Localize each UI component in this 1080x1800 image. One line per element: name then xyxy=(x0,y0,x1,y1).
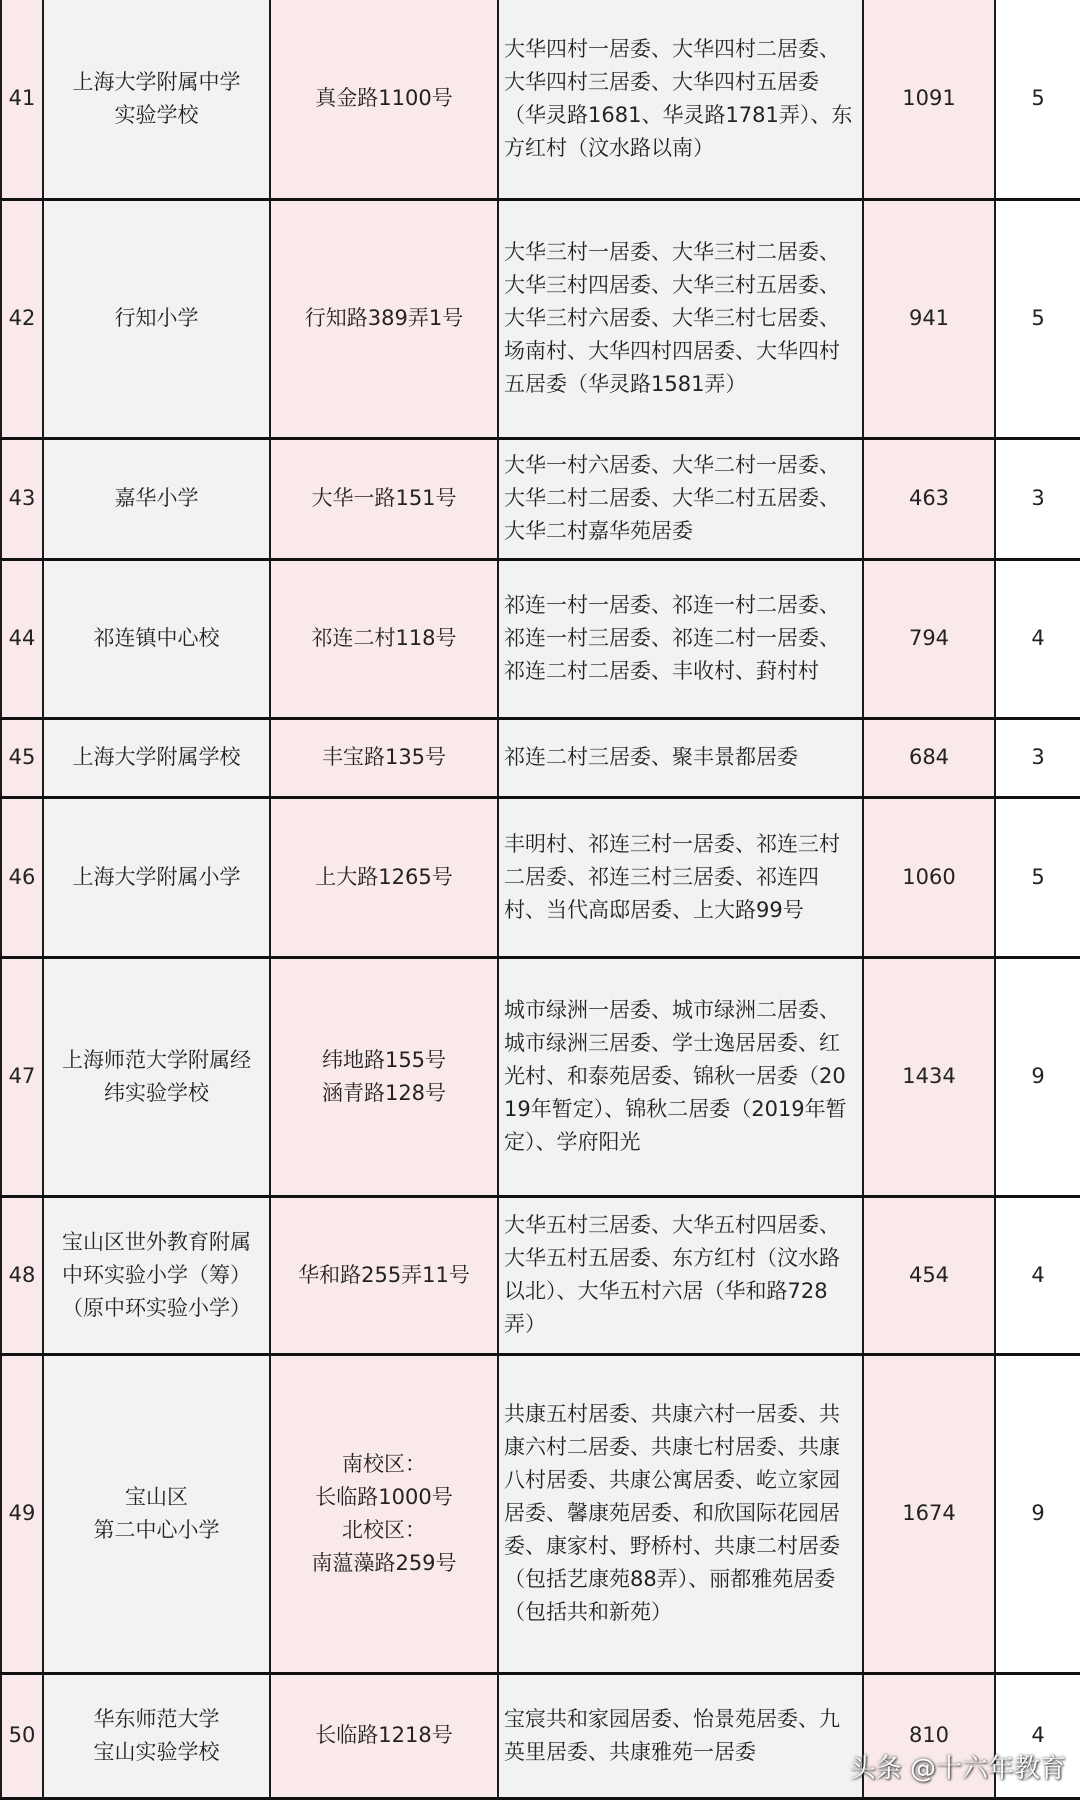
table-row xyxy=(1,559,1080,718)
table-row xyxy=(1,0,1080,199)
table-row xyxy=(1,1354,1080,1673)
student-count: 1060 xyxy=(863,797,995,957)
school-name-line: 中环实验小学（筹） xyxy=(62,1262,251,1287)
school-name-line: 宝山区世外教育附属 xyxy=(62,1229,251,1254)
school-name-line: 实验学校 xyxy=(114,102,199,127)
school-name xyxy=(43,797,270,957)
school-address xyxy=(270,1196,498,1354)
student-count: 684 xyxy=(863,718,995,797)
school-name xyxy=(43,957,270,1196)
row-number: 47 xyxy=(1,957,43,1196)
class-count: 5 xyxy=(995,0,1080,199)
table-row xyxy=(1,1196,1080,1354)
row-number: 44 xyxy=(1,559,43,718)
table-row xyxy=(1,797,1080,957)
school-name-line: 祁连镇中心校 xyxy=(93,626,220,650)
school-name-line: 上海大学附属学校 xyxy=(72,745,241,769)
enrollment-area: 祁连一村一居委、祁连一村二居委、祁连一村三居委、祁连二村一居委、祁连二村二居委、丰收村、葑村村 xyxy=(498,559,863,718)
school-name-line: 上海师范大学附属经 xyxy=(62,1047,251,1072)
row-number: 49 xyxy=(1,1354,43,1673)
school-address xyxy=(270,957,498,1196)
school-name-line: 嘉华小学 xyxy=(114,486,199,510)
school-address xyxy=(270,199,498,438)
class-count: 4 xyxy=(995,1673,1080,1798)
row-number: 41 xyxy=(1,0,43,199)
table-row xyxy=(1,957,1080,1196)
row-number: 45 xyxy=(1,718,43,797)
school-name-line: 华东师范大学 xyxy=(93,1706,220,1731)
enrollment-area: 宝宸共和家园居委、怡景苑居委、九英里居委、共康雅苑一居委 xyxy=(498,1673,863,1798)
enrollment-area: 共康五村居委、共康六村一居委、共康六村二居委、共康七村居委、共康八村居委、共康公寓居委、屹立家园居委、馨康苑居委、和欣国际花园居委、康家村、野桥村、共康二村居委（包括艺康苑88弄）、丽都雅苑居委（包括共和新苑） xyxy=(498,1354,863,1673)
school-address-line: 北校区： xyxy=(342,1517,426,1542)
table-row xyxy=(1,438,1080,559)
student-count: 1434 xyxy=(863,957,995,1196)
student-count: 1091 xyxy=(863,0,995,199)
school-name-line: 宝山区 xyxy=(125,1484,188,1509)
school-name-line: 纬实验学校 xyxy=(104,1080,209,1105)
enrollment-area: 大华四村一居委、大华四村二居委、大华四村三居委、大华四村五居委（华灵路1681、华灵路1781弄）、东方红村（汶水路以南） xyxy=(498,0,863,199)
school-address xyxy=(270,0,498,199)
watermark: 头条 @十六年教育 xyxy=(849,1754,1066,1784)
student-count: 463 xyxy=(863,438,995,559)
school-address xyxy=(270,559,498,718)
class-count: 9 xyxy=(995,1354,1080,1673)
school-address-line: 丰宝路135号 xyxy=(321,745,447,769)
school-address-line: 纬地路155号 xyxy=(321,1047,447,1072)
school-address-line: 涵青路128号 xyxy=(321,1080,447,1105)
class-count: 9 xyxy=(995,957,1080,1196)
school-name xyxy=(43,1673,270,1798)
class-count: 4 xyxy=(995,559,1080,718)
school-name-line: 宝山实验学校 xyxy=(93,1739,220,1764)
school-name xyxy=(43,1354,270,1673)
student-count: 941 xyxy=(863,199,995,438)
school-address-line: 南蕰藻路259号 xyxy=(311,1550,457,1575)
class-count: 4 xyxy=(995,1196,1080,1354)
row-number: 48 xyxy=(1,1196,43,1354)
school-name xyxy=(43,0,270,199)
row-number: 46 xyxy=(1,797,43,957)
row-number: 42 xyxy=(1,199,43,438)
class-count: 5 xyxy=(995,199,1080,438)
school-name xyxy=(43,438,270,559)
school-address-line: 上大路1265号 xyxy=(315,864,453,889)
table-row xyxy=(1,718,1080,797)
school-address-line: 南校区： xyxy=(342,1451,426,1476)
student-count: 454 xyxy=(863,1196,995,1354)
school-address-line: 行知路389弄1号 xyxy=(304,306,464,330)
row-number: 50 xyxy=(1,1673,43,1798)
school-address-line: 祁连二村118号 xyxy=(311,626,457,650)
enrollment-area: 大华一村六居委、大华二村一居委、大华二村二居委、大华二村五居委、大华二村嘉华苑居委 xyxy=(498,438,863,559)
school-name xyxy=(43,199,270,438)
enrollment-area: 城市绿洲一居委、城市绿洲二居委、城市绿洲三居委、学士逸居居委、红光村、和泰苑居委、锦秋一居委（2019年暂定）、锦秋二居委（2019年暂定）、学府阳光 xyxy=(498,957,863,1196)
student-count: 1674 xyxy=(863,1354,995,1673)
school-name-line: （原中环实验小学） xyxy=(62,1295,251,1320)
school-address xyxy=(270,438,498,559)
school-address-line: 华和路255弄11号 xyxy=(298,1262,470,1287)
school-name xyxy=(43,718,270,797)
school-address-line: 长临路1218号 xyxy=(315,1723,453,1747)
class-count: 3 xyxy=(995,718,1080,797)
school-name-line: 行知小学 xyxy=(114,306,199,330)
school-name xyxy=(43,559,270,718)
enrollment-area: 祁连二村三居委、聚丰景都居委 xyxy=(498,718,863,797)
school-address-line: 长临路1000号 xyxy=(315,1484,453,1509)
enrollment-area: 丰明村、祁连三村一居委、祁连三村二居委、祁连三村三居委、祁连四村、当代高邸居委、上大路99号 xyxy=(498,797,863,957)
school-name-line: 上海大学附属小学 xyxy=(72,864,241,889)
row-number: 43 xyxy=(1,438,43,559)
school-name-line: 第二中心小学 xyxy=(93,1517,220,1542)
student-count: 794 xyxy=(863,559,995,718)
class-count: 5 xyxy=(995,797,1080,957)
enrollment-area: 大华三村一居委、大华三村二居委、大华三村四居委、大华三村五居委、大华三村六居委、大华三村七居委、场南村、大华四村四居委、大华四村五居委（华灵路1581弄） xyxy=(498,199,863,438)
school-address-line: 大华一路151号 xyxy=(311,486,457,510)
table-row xyxy=(1,199,1080,438)
school-name xyxy=(43,1196,270,1354)
school-address xyxy=(270,1354,498,1673)
enrollment-area: 大华五村三居委、大华五村四居委、大华五村五居委、东方红村（汶水路以北）、大华五村六居（华和路728弄） xyxy=(498,1196,863,1354)
school-name-line: 上海大学附属中学 xyxy=(72,69,241,94)
school-address xyxy=(270,1673,498,1798)
school-address-line: 真金路1100号 xyxy=(315,86,453,111)
class-count: 3 xyxy=(995,438,1080,559)
school-address xyxy=(270,718,498,797)
student-count: 810 xyxy=(863,1673,995,1798)
school-address xyxy=(270,797,498,957)
